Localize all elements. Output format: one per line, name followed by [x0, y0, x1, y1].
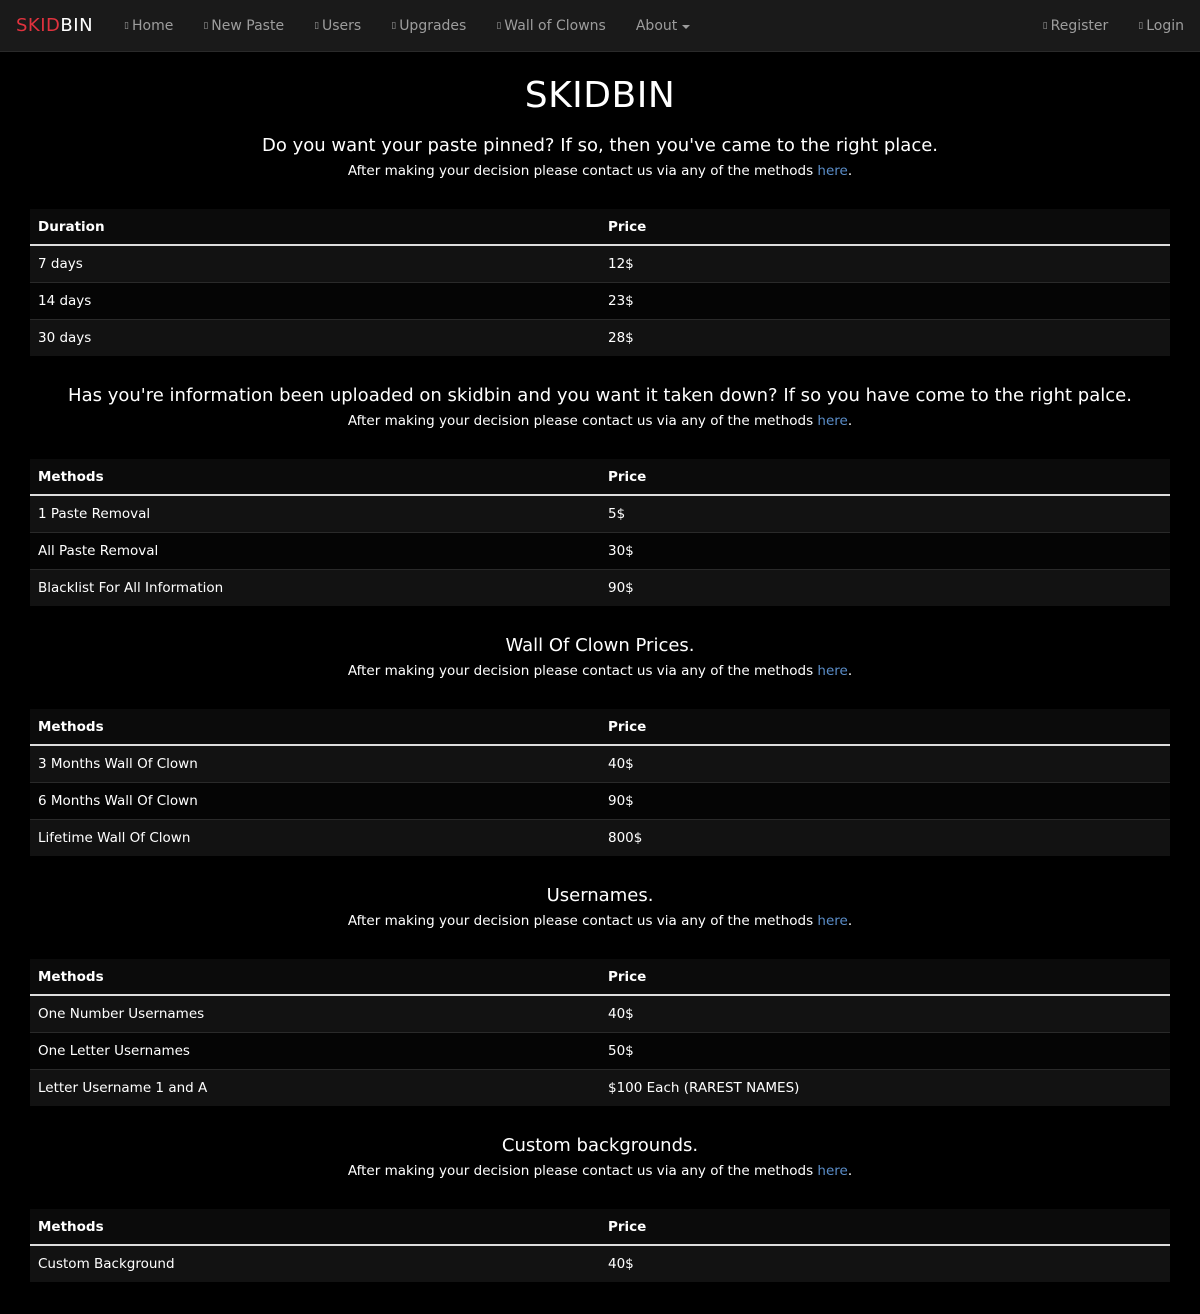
item-name: One Letter Usernames [30, 1032, 600, 1069]
contact-here-link[interactable]: here [817, 913, 848, 929]
pricing-section [30, 885, 1170, 1106]
item-name: Blacklist For All Information [30, 569, 600, 606]
table-row [30, 282, 1170, 319]
column-header-name: Duration [30, 209, 600, 245]
nav-about-label: About [635, 17, 678, 34]
item-price: 40$ [600, 1245, 1170, 1282]
section-subtitle-text: After making your decision please contact us via any of the methods [347, 413, 818, 429]
navbar [0, 0, 1200, 52]
item-name: All Paste Removal [30, 532, 600, 569]
item-price: 5$ [600, 495, 1170, 532]
item-name: One Number Usernames [30, 995, 600, 1032]
nav-users[interactable] [299, 0, 376, 52]
contact-here-link[interactable]: here [817, 163, 848, 179]
item-name: 14 days [30, 282, 600, 319]
nav-about-dropdown[interactable] [621, 0, 705, 52]
new-paste-icon: ▯ [203, 20, 209, 31]
section-subtitle [30, 162, 1170, 180]
column-header-name: Methods [30, 709, 600, 745]
item-name: 7 days [30, 245, 600, 282]
nav-home[interactable] [109, 0, 188, 52]
table-row [30, 319, 1170, 356]
section-subtitle-text: After making your decision please contact us via any of the methods [347, 163, 818, 179]
column-header-price: Price [600, 1209, 1170, 1245]
price-table [30, 1209, 1170, 1282]
column-header-price: Price [600, 209, 1170, 245]
item-name: 30 days [30, 319, 600, 356]
nav-register-label: Register [1050, 17, 1109, 34]
register-icon: ▯ [1042, 20, 1048, 31]
table-row [30, 1032, 1170, 1069]
item-price: 90$ [600, 782, 1170, 819]
table-header-row [30, 709, 1170, 745]
brand-white-text: BIN [60, 15, 94, 36]
nav-home-label: Home [131, 17, 174, 34]
table-row [30, 1245, 1170, 1282]
column-header-price: Price [600, 459, 1170, 495]
contact-here-link[interactable]: here [817, 413, 848, 429]
pricing-section [30, 385, 1170, 606]
section-subtitle [30, 412, 1170, 430]
item-price: 40$ [600, 995, 1170, 1032]
column-header-name: Methods [30, 459, 600, 495]
page-title: SKIDBIN [524, 75, 676, 116]
table-header-row [30, 959, 1170, 995]
table-row [30, 995, 1170, 1032]
nav-wall-of-clowns-label: Wall of Clowns [504, 17, 606, 34]
contact-here-link[interactable]: here [817, 1163, 848, 1179]
price-table [30, 959, 1170, 1106]
pricing-section [30, 635, 1170, 856]
section-subtitle [30, 1162, 1170, 1180]
pricing-section [30, 135, 1170, 356]
section-heading: Do you want your paste pinned? If so, then you've came to the right place. [261, 135, 939, 156]
column-header-name: Methods [30, 1209, 600, 1245]
table-header-row [30, 209, 1170, 245]
table-row [30, 819, 1170, 856]
column-header-price: Price [600, 709, 1170, 745]
nav-register[interactable] [1028, 0, 1124, 52]
item-name: Letter Username 1 and A [30, 1069, 600, 1106]
item-price: 30$ [600, 532, 1170, 569]
upgrades-icon: ▯ [391, 20, 397, 31]
table-row [30, 569, 1170, 606]
section-subtitle [30, 662, 1170, 680]
section-heading: Usernames. [546, 885, 654, 906]
punctuation: . [847, 913, 853, 929]
brand-logo[interactable] [16, 15, 93, 36]
item-name: 3 Months Wall Of Clown [30, 745, 600, 782]
table-row [30, 745, 1170, 782]
nav-upgrades[interactable] [376, 0, 481, 52]
contact-here-link[interactable]: here [817, 663, 848, 679]
nav-new-paste-label: New Paste [211, 17, 285, 34]
pricing-section [30, 1135, 1170, 1282]
section-heading: Custom backgrounds. [501, 1135, 699, 1156]
table-row [30, 245, 1170, 282]
nav-right [1028, 0, 1184, 52]
caret-down-icon [682, 25, 690, 29]
brand-red-text: SKID [16, 15, 61, 36]
clown-icon: ▯ [496, 20, 502, 31]
item-price: $100 Each (RAREST NAMES) [600, 1069, 1170, 1106]
section-subtitle [30, 912, 1170, 930]
item-price: 23$ [600, 282, 1170, 319]
column-header-name: Methods [30, 959, 600, 995]
nav-users-label: Users [322, 17, 362, 34]
punctuation: . [847, 663, 853, 679]
table-row [30, 495, 1170, 532]
item-price: 28$ [600, 319, 1170, 356]
price-table [30, 709, 1170, 856]
section-heading: Has you're information been uploaded on skidbin and you want it taken down? If so you have come to the right palce. [68, 385, 1132, 406]
item-price: 40$ [600, 745, 1170, 782]
item-name: Custom Background [30, 1245, 600, 1282]
nav-login-label: Login [1146, 17, 1184, 34]
section-subtitle-text: After making your decision please contact us via any of the methods [347, 1163, 818, 1179]
section-subtitle-text: After making your decision please contact us via any of the methods [347, 663, 818, 679]
price-table [30, 209, 1170, 356]
table-header-row [30, 459, 1170, 495]
item-price: 50$ [600, 1032, 1170, 1069]
item-price: 12$ [600, 245, 1170, 282]
table-row [30, 532, 1170, 569]
punctuation: . [847, 1163, 853, 1179]
item-price: 800$ [600, 819, 1170, 856]
price-table [30, 459, 1170, 606]
table-row [30, 782, 1170, 819]
section-subtitle-text: After making your decision please contact us via any of the methods [347, 913, 818, 929]
item-name: Lifetime Wall Of Clown [30, 819, 600, 856]
main-container [30, 74, 1170, 1282]
punctuation: . [847, 163, 853, 179]
table-header-row [30, 1209, 1170, 1245]
item-name: 6 Months Wall Of Clown [30, 782, 600, 819]
nav-login[interactable] [1123, 0, 1184, 52]
login-icon: ▯ [1138, 20, 1144, 31]
home-icon: ▯ [124, 20, 129, 31]
punctuation: . [847, 413, 853, 429]
table-row [30, 1069, 1170, 1106]
section-heading: Wall Of Clown Prices. [505, 635, 695, 656]
nav-new-paste[interactable] [188, 0, 299, 52]
item-name: 1 Paste Removal [30, 495, 600, 532]
item-price: 90$ [600, 569, 1170, 606]
column-header-price: Price [600, 959, 1170, 995]
users-icon: ▯ [314, 20, 320, 31]
nav-upgrades-label: Upgrades [399, 17, 467, 34]
nav-wall-of-clowns[interactable] [481, 0, 621, 52]
sections-container [30, 135, 1170, 1282]
